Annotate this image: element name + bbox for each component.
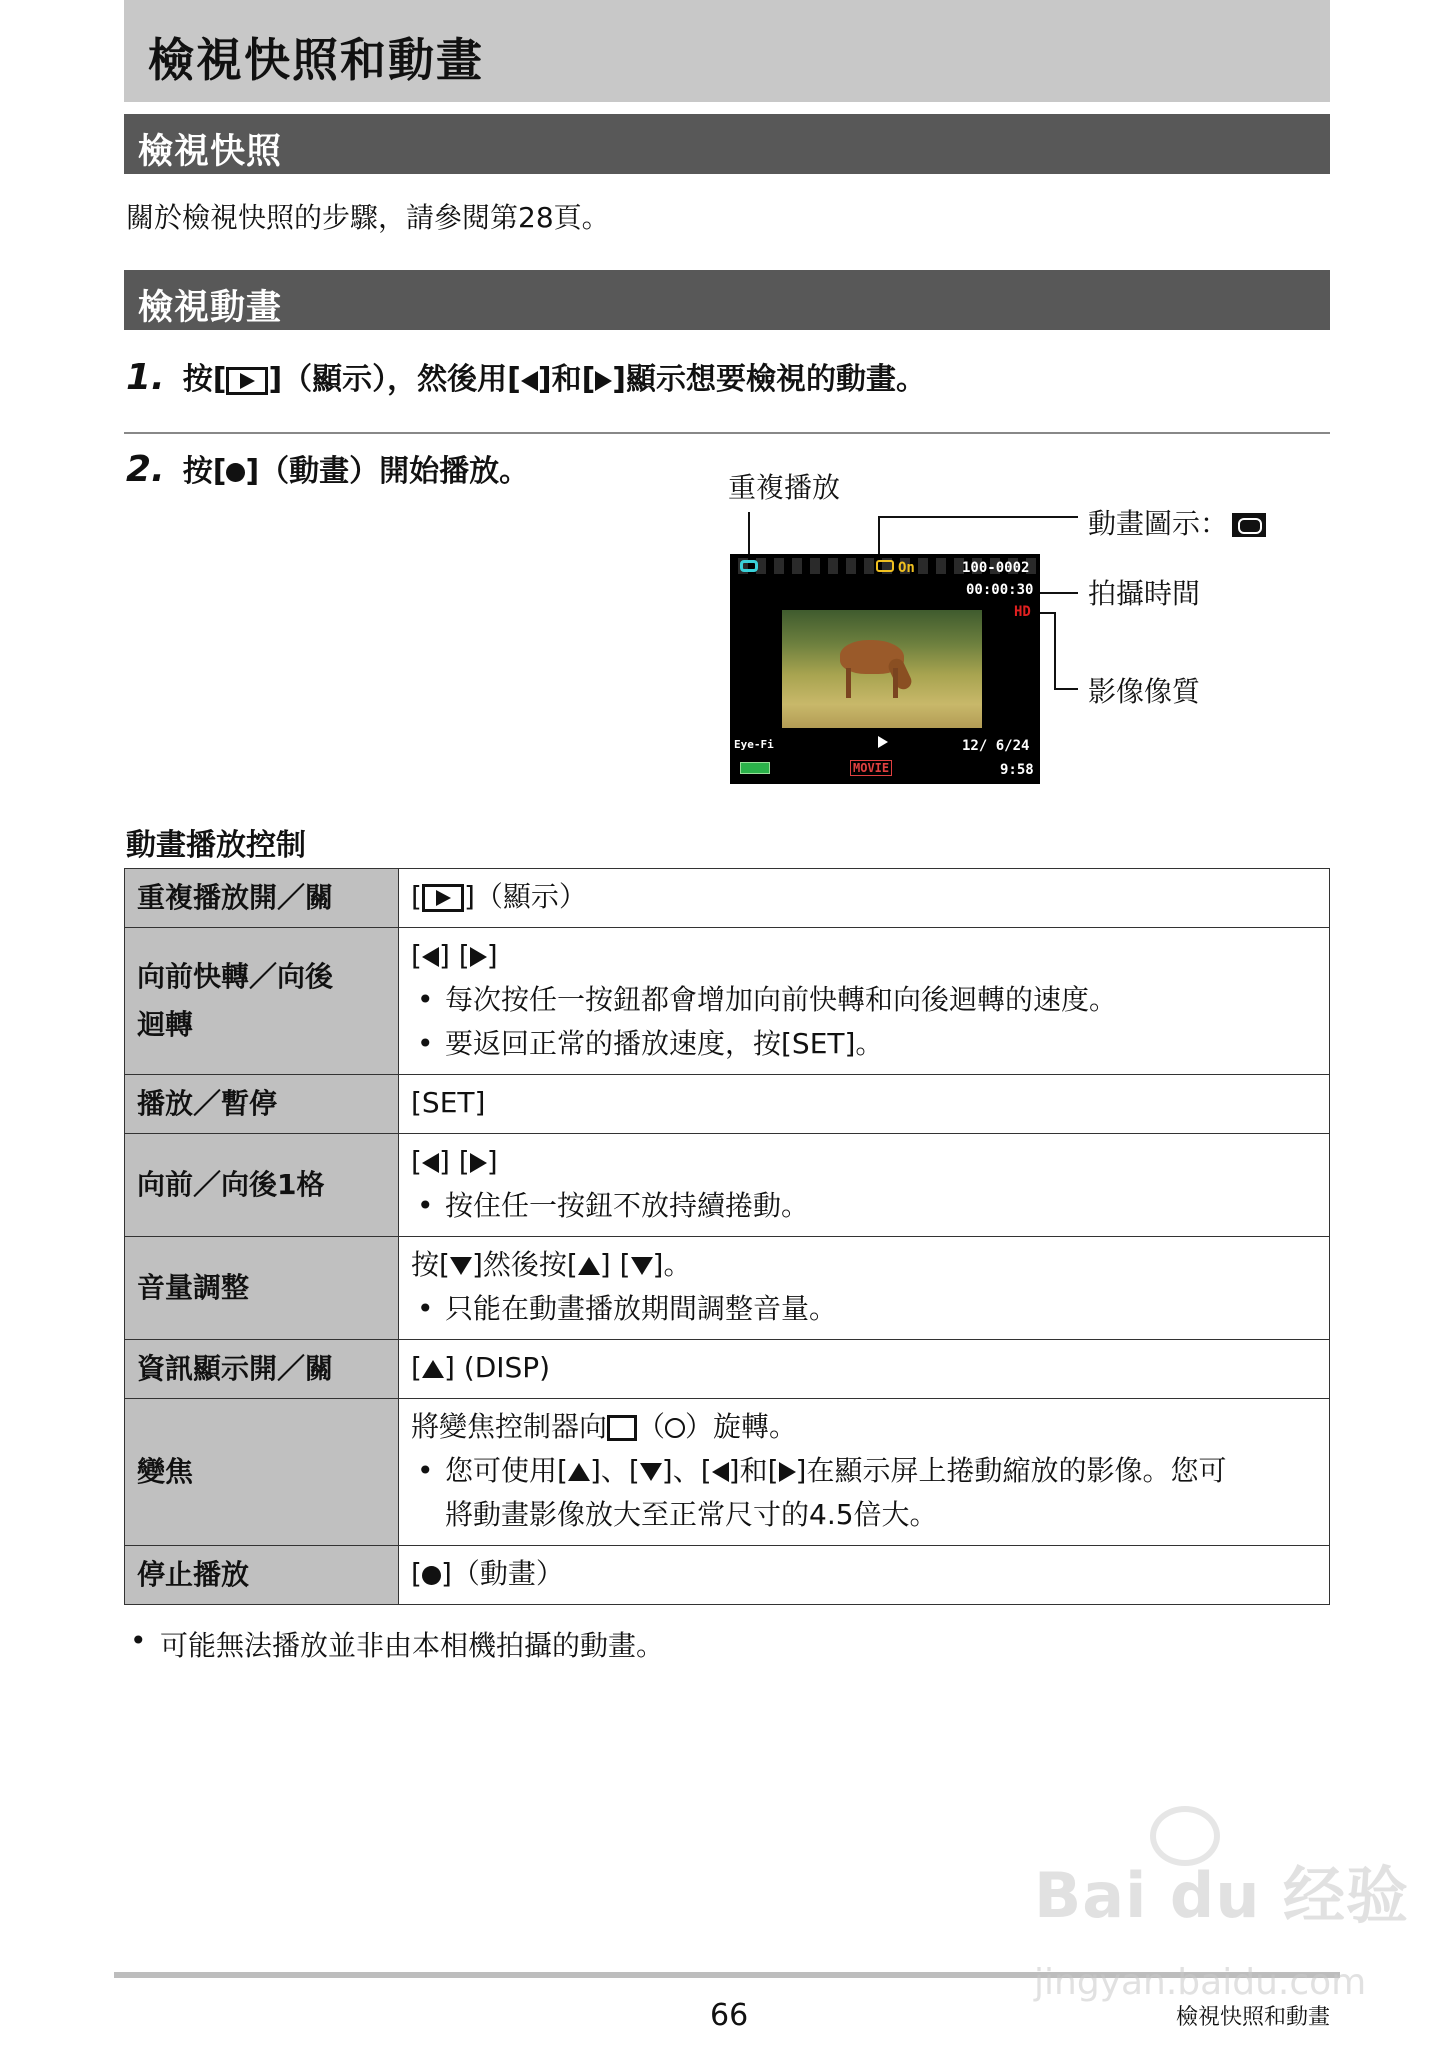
key-text: ）旋轉。 <box>685 1410 798 1443</box>
bullet-text: 您可使用[ <box>445 1454 568 1487</box>
eyefi-label: Eye-Fi <box>734 738 774 751</box>
footer-section-title: 檢視快照和動畫 <box>1176 2005 1331 2030</box>
step-1 <box>126 354 926 398</box>
play-button-icon <box>226 367 268 395</box>
right-arrow-icon <box>470 947 487 967</box>
bullet-text: ]在顯示屏上捲動縮放的影像。您可 <box>795 1454 1227 1487</box>
play-icon <box>878 736 888 748</box>
page-number: 66 <box>710 1998 749 2033</box>
watermark-brand: Bai du 经验 <box>1034 1859 1410 1932</box>
left-arrow-icon <box>521 371 538 391</box>
step-text: ]顯示想要檢視的動畫。 <box>612 362 927 397</box>
section-header-movies <box>124 270 1330 330</box>
leader-line <box>1054 612 1056 688</box>
key-line: [ ] [ ] <box>411 939 498 972</box>
movie-button-icon <box>422 1566 441 1585</box>
key-text: (DISP) <box>463 1351 551 1384</box>
date: 12/ 6/24 <box>962 738 1030 754</box>
down-arrow-icon <box>631 1257 653 1275</box>
bullet-text: ]、[ <box>589 1454 640 1487</box>
play-button-icon <box>422 884 464 912</box>
key-text: ]然後按[ <box>471 1248 578 1281</box>
control-name: 停止播放 <box>125 1546 399 1605</box>
bullet-text: 將動畫影像放大至正常尺寸的4.5倍大。 <box>445 1498 938 1531</box>
page-title-bar <box>124 0 1330 102</box>
key-text: ] [ <box>599 1248 631 1281</box>
movie-button-icon <box>226 463 245 482</box>
control-name-line: 迴轉 <box>137 1008 194 1041</box>
control-keys: [SET] <box>399 1075 1330 1134</box>
table-row <box>125 869 1330 928</box>
section-text: 關於檢視快照的步驟，請參閱第28頁。 <box>126 201 610 234</box>
key-text: 將變焦控制器向 <box>411 1410 608 1443</box>
step-text: 按[ <box>182 362 227 397</box>
key-text: 按[ <box>411 1248 450 1281</box>
controls-title: 動畫播放控制 <box>126 828 306 863</box>
left-arrow-icon <box>422 947 439 967</box>
watermark-url: jingyan.baidu.com <box>1034 1962 1367 2003</box>
bullet-text: ]、[ <box>661 1454 712 1487</box>
movie-camera-icon <box>1232 513 1266 537</box>
bullet-text: ]和[ <box>728 1454 779 1487</box>
control-name-line: 向前快轉／向後 <box>137 960 334 993</box>
left-arrow-icon <box>422 1153 439 1173</box>
table-row <box>125 1237 1330 1340</box>
bullet: • 只能在動畫播放期間調整音量。 <box>411 1287 1317 1331</box>
hd-quality: HD <box>1014 604 1031 620</box>
control-name: 重複播放開／關 <box>125 869 399 928</box>
control-keys: [ ]（顯示） <box>399 869 1330 928</box>
clock: 9:58 <box>1000 762 1034 778</box>
control-keys <box>399 1399 1330 1546</box>
step-text: ]（動畫）開始播放。 <box>245 454 530 489</box>
key-line: [ ] [ ] <box>411 1145 498 1178</box>
control-name: 資訊顯示開／關 <box>125 1340 399 1399</box>
table-row <box>125 1546 1330 1605</box>
key-text: （ <box>637 1410 666 1443</box>
step-number: 1. <box>126 357 165 398</box>
movie-badge: MOVIE <box>850 760 892 776</box>
repeat-icon <box>740 560 758 572</box>
deer-image <box>846 668 898 698</box>
leader-line <box>878 516 1078 518</box>
recording-time: 00:00:30 <box>966 582 1034 598</box>
control-name: 播放／暫停 <box>125 1075 399 1134</box>
control-name: 變焦 <box>125 1399 399 1546</box>
bullet: • 按住任一按鈕不放持續捲動。 <box>411 1184 1317 1228</box>
right-arrow-icon <box>470 1153 487 1173</box>
section-title: 檢視快照 <box>138 132 283 172</box>
bullet <box>411 1449 1317 1537</box>
control-keys: [ ] (DISP) <box>399 1340 1330 1399</box>
deer-photo <box>782 610 982 728</box>
control-name: 音量調整 <box>125 1237 399 1340</box>
down-arrow-icon <box>640 1463 662 1481</box>
up-arrow-icon <box>422 1360 444 1378</box>
step-text: ]和[ <box>537 362 596 397</box>
step-text: ]（顯示），然後用[ <box>268 362 521 397</box>
table-row <box>125 1075 1330 1134</box>
control-name <box>125 928 399 1075</box>
leader-line <box>748 512 750 558</box>
right-arrow-icon <box>595 371 612 391</box>
down-arrow-icon <box>450 1257 472 1275</box>
control-keys <box>399 928 1330 1075</box>
table-row <box>125 1399 1330 1546</box>
note-text: • 可能無法播放並非由本相機拍攝的動畫。 <box>126 1624 664 1664</box>
divider <box>124 432 1330 434</box>
label-time: 拍攝時間 <box>1088 577 1201 610</box>
page-title: 檢視快照和動畫 <box>148 33 484 87</box>
up-arrow-icon <box>568 1463 590 1481</box>
left-arrow-icon <box>712 1462 729 1482</box>
file-number: 100-0002 <box>962 560 1030 576</box>
movie-icon <box>876 560 894 572</box>
leader-line <box>1054 688 1078 690</box>
key-line <box>411 1405 1317 1449</box>
playback-controls-table <box>124 868 1330 1605</box>
label-text: 動畫圖示： <box>1088 507 1229 540</box>
key-line <box>411 1243 1317 1287</box>
step-text: 按[ <box>182 454 227 489</box>
camera-screen <box>730 554 1040 784</box>
repeat-status: On <box>898 560 915 576</box>
control-name: 向前／向後1格 <box>125 1134 399 1237</box>
note <box>126 1624 664 1664</box>
right-arrow-icon <box>779 1462 796 1482</box>
control-keys <box>399 1134 1330 1237</box>
label-quality: 影像像質 <box>1088 675 1201 708</box>
battery-icon <box>740 762 770 774</box>
playback-screen-diagram <box>700 460 1340 800</box>
step-2 <box>126 446 529 490</box>
up-arrow-icon <box>578 1257 600 1275</box>
zoom-tele-icon <box>607 1415 637 1441</box>
table-row <box>125 1340 1330 1399</box>
bullet: • 每次按任一按鈕都會增加向前快轉和向後迴轉的速度。 <box>411 978 1317 1022</box>
section-title: 檢視動畫 <box>138 288 283 328</box>
key-text: ]。 <box>652 1248 692 1281</box>
table-row <box>125 1134 1330 1237</box>
leader-line <box>1034 592 1078 594</box>
table-row <box>125 928 1330 1075</box>
label-movie-icon <box>1088 502 1266 542</box>
control-keys <box>399 1237 1330 1340</box>
control-keys: [ ]（動畫） <box>399 1546 1330 1605</box>
section-header-snapshots <box>124 114 1330 174</box>
key-text: （顯示） <box>474 880 587 913</box>
bullet: • 要返回正常的播放速度，按[SET]。 <box>411 1022 1317 1066</box>
label-repeat: 重複播放 <box>728 471 841 504</box>
step-number: 2. <box>126 449 165 490</box>
key-text: （動畫） <box>451 1557 564 1590</box>
leader-line <box>878 516 880 558</box>
magnify-icon <box>665 1418 685 1438</box>
